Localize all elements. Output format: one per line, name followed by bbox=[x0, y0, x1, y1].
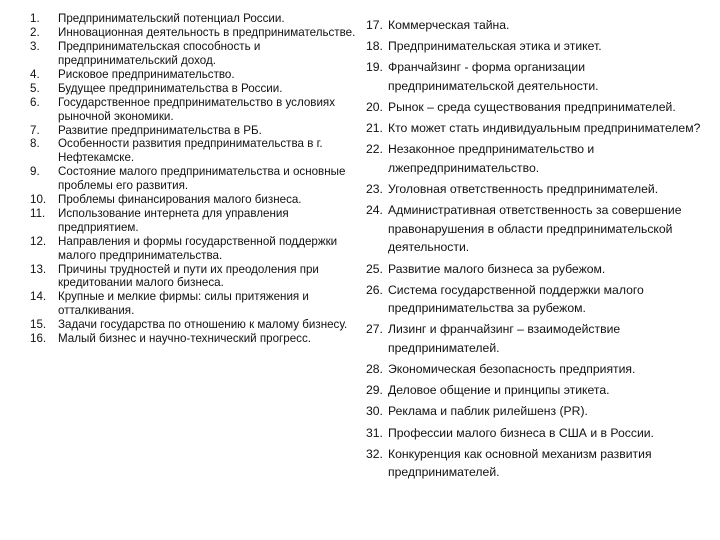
list-item bbox=[30, 263, 360, 291]
list-item bbox=[366, 402, 712, 421]
item-text: Предпринимательская этика и этикет. bbox=[388, 39, 602, 54]
item-number: 25. bbox=[366, 261, 383, 276]
item-number: 18. bbox=[366, 39, 383, 54]
list-item bbox=[366, 58, 712, 95]
list-item bbox=[366, 119, 712, 138]
list-item bbox=[366, 381, 712, 400]
item-number: 12. bbox=[30, 234, 47, 248]
item-text: Инновационная деятельность в предпринимательстве. bbox=[58, 25, 356, 39]
list-item bbox=[30, 235, 360, 263]
list-item bbox=[366, 320, 712, 357]
item-number: 23. bbox=[366, 181, 383, 196]
item-number: 6. bbox=[30, 95, 40, 109]
list-item bbox=[366, 445, 712, 482]
item-text: Незаконное предпринимательство и лжепредпринимательство. bbox=[388, 142, 595, 175]
list-item bbox=[366, 260, 712, 279]
list-item bbox=[30, 165, 360, 193]
item-number: 13. bbox=[30, 262, 47, 276]
list-item bbox=[30, 68, 360, 82]
item-text: Задачи государства по отношению к малому бизнесу. bbox=[58, 318, 348, 332]
item-number: 4. bbox=[30, 67, 40, 81]
item-number: 32. bbox=[366, 446, 383, 461]
list-item bbox=[30, 26, 360, 40]
list-item bbox=[366, 281, 712, 318]
list-item bbox=[30, 290, 360, 318]
list-item bbox=[30, 207, 360, 235]
item-number: 9. bbox=[30, 165, 40, 179]
list-item bbox=[30, 318, 360, 332]
item-number: 28. bbox=[366, 362, 383, 377]
item-text: Крупные и мелкие фирмы: силы притяжения и отталкивания. bbox=[58, 290, 309, 318]
topic-list-left bbox=[30, 12, 360, 346]
item-number: 30. bbox=[366, 404, 383, 419]
item-text: Развитие предпринимательства в РБ. bbox=[58, 123, 262, 137]
item-text: Предпринимательский потенциал России. bbox=[58, 12, 285, 25]
item-number: 27. bbox=[366, 322, 383, 337]
list-item bbox=[366, 140, 712, 177]
list-item bbox=[30, 12, 360, 26]
item-text: Реклама и паблик рилейшенз (PR). bbox=[388, 404, 588, 419]
item-number: 22. bbox=[366, 142, 383, 157]
list-item bbox=[30, 96, 360, 124]
item-text: Конкуренция как основной механизм развития предпринимателей. bbox=[388, 446, 652, 480]
item-text: Система государственной поддержки малого предпринимательства за рубежом. bbox=[388, 282, 644, 316]
item-text: Деловое общение и принципы этикета. bbox=[388, 383, 610, 398]
item-number: 5. bbox=[30, 81, 40, 95]
list-item bbox=[366, 424, 712, 443]
item-text: Малый бизнес и научно-технический прогресс. bbox=[58, 332, 311, 346]
item-text: Коммерческая тайна. bbox=[388, 18, 510, 32]
item-text: Особенности развития предпринимательства в г. Нефтекамске. bbox=[58, 137, 323, 165]
item-text: Предпринимательская способность и предпринимательский доход. bbox=[58, 39, 261, 67]
item-text: Использование интернета для управления предприятием. bbox=[58, 207, 289, 234]
item-text: Направления и формы государственной поддержки малого предпринимательства. bbox=[58, 234, 338, 262]
list-item bbox=[30, 137, 360, 165]
item-text: Государственное предпринимательство в условиях рыночной экономики. bbox=[58, 95, 336, 123]
list-item bbox=[30, 124, 360, 138]
item-text: Франчайзинг - форма организации предпринимательской деятельности. bbox=[388, 60, 599, 93]
list-item bbox=[366, 360, 712, 379]
list-item bbox=[366, 16, 712, 35]
item-number: 3. bbox=[30, 39, 40, 53]
item-number: 31. bbox=[366, 425, 383, 440]
item-number: 20. bbox=[366, 99, 383, 114]
list-item bbox=[30, 193, 360, 207]
item-text: Административная ответственность за совершение правонарушения в области предпринимательской деятельности. bbox=[388, 203, 682, 255]
item-text: Будущее предпринимательства в России. bbox=[58, 81, 283, 95]
item-text: Экономическая безопасность предприятия. bbox=[388, 362, 636, 377]
list-item bbox=[30, 40, 360, 68]
list-item bbox=[30, 82, 360, 96]
item-text: Рынок – среда существования предпринимателей. bbox=[388, 99, 676, 114]
item-text: Профессии малого бизнеса в США и в России. bbox=[388, 425, 654, 440]
item-number: 16. bbox=[30, 332, 47, 346]
item-text: Причины трудностей и пути их преодоления при кредитовании малого бизнеса. bbox=[58, 262, 319, 290]
item-number: 2. bbox=[30, 25, 40, 39]
item-number: 19. bbox=[366, 60, 383, 75]
topic-list-right bbox=[366, 16, 712, 484]
item-text: Развитие малого бизнеса за рубежом. bbox=[388, 261, 606, 276]
list-item bbox=[30, 332, 360, 346]
item-number: 7. bbox=[30, 123, 40, 137]
item-number: 21. bbox=[366, 121, 383, 136]
item-text: Состояние малого предпринимательства и основные проблемы его развития. bbox=[58, 165, 346, 193]
item-text: Рисковое предпринимательство. bbox=[58, 67, 235, 81]
list-item bbox=[366, 98, 712, 117]
item-number: 1. bbox=[30, 12, 40, 25]
item-number: 17. bbox=[366, 18, 383, 32]
item-number: 8. bbox=[30, 137, 40, 151]
list-item bbox=[366, 201, 712, 257]
list-item bbox=[366, 180, 712, 199]
list-item bbox=[366, 37, 712, 56]
item-number: 29. bbox=[366, 383, 383, 398]
item-text: Уголовная ответственность предпринимателей. bbox=[388, 181, 659, 196]
item-number: 24. bbox=[366, 203, 383, 218]
item-number: 26. bbox=[366, 282, 383, 297]
item-number: 14. bbox=[30, 290, 47, 304]
item-number: 15. bbox=[30, 318, 47, 332]
item-text: Лизинг и франчайзинг – взаимодействие предпринимателей. bbox=[388, 322, 621, 356]
item-text: Проблемы финансирования малого бизнеса. bbox=[58, 193, 302, 207]
item-number: 10. bbox=[30, 193, 47, 207]
item-text: Кто может стать индивидуальным предпринимателем? bbox=[388, 121, 701, 136]
item-number: 11. bbox=[30, 207, 46, 221]
